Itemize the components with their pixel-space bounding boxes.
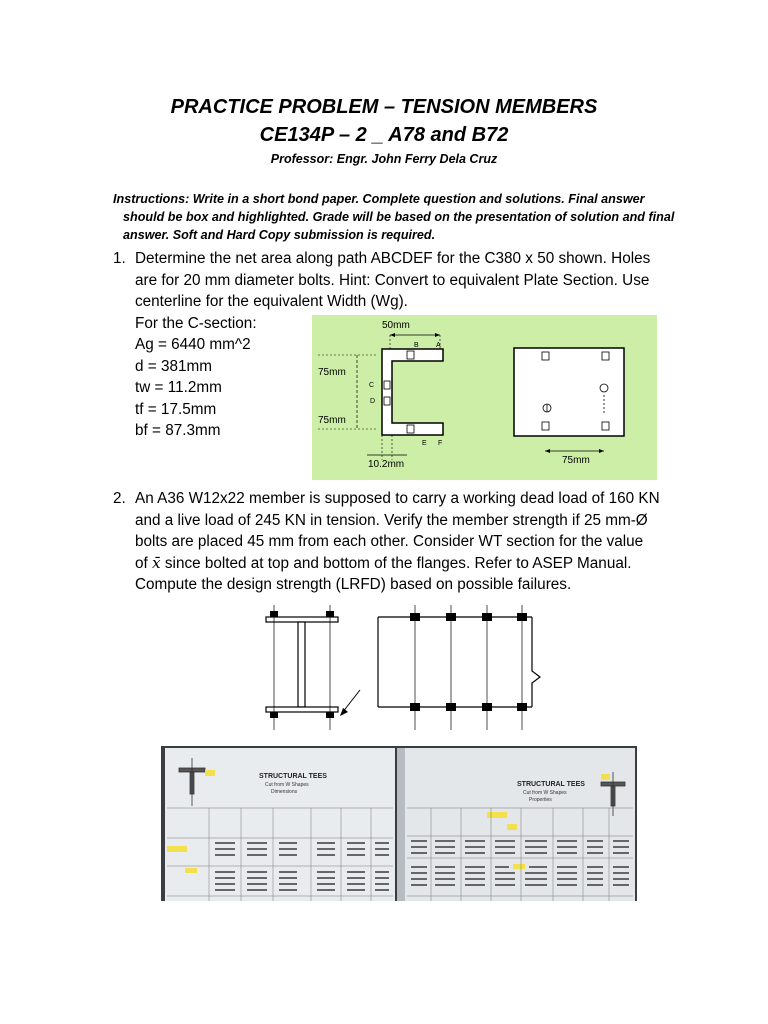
page-title: PRACTICE PROBLEM – TENSION MEMBERS: [170, 96, 598, 118]
label-c: C: [369, 382, 375, 389]
problem-2-line-5: Compute the design strength (LRFD) based on possible failures.: [135, 576, 572, 593]
right-table-sub2: Properties: [529, 797, 552, 803]
problem-2-line-4: [135, 553, 680, 575]
label-d: D: [370, 398, 376, 405]
left-table-title: STRUCTURAL TEES: [259, 773, 327, 780]
instructions: Instructions: Write in a short bond paper. Complete question and solutions. Final answer should be box and highlighted. Grade will be based on the presentation of solution and final answer. Soft and Hard Copy submission is required.: [113, 192, 675, 242]
problem-2-number: 2.: [113, 490, 126, 507]
course-code: CE134P – 2 _ A78 and B72: [259, 124, 509, 146]
right-table-sub1: Cut from W Shapes: [523, 790, 567, 796]
label-a: A: [436, 342, 441, 349]
problem-1-line-1: Determine the net area along path ABCDEF for the C380 x 50 shown. Holes: [135, 250, 651, 267]
problem-2-line-1: An A36 W12x22 member is supposed to carry a working dead load of 160 KN: [135, 490, 660, 507]
asep-manual-photo: [161, 746, 637, 901]
right-table-title: STRUCTURAL TEES: [517, 781, 585, 788]
tf-value: tf = 17.5mm: [135, 400, 217, 418]
right-header-highlight: [487, 812, 507, 818]
left-row-highlight-1: [167, 846, 187, 852]
dim-75mm-plate: 75mm: [562, 455, 590, 466]
left-table-sub2: Dimensions: [271, 789, 298, 795]
c-section-figure: [312, 315, 657, 480]
line-4-end: since bolted at top and bottom of the flanges. Refer to ASEP Manual.: [160, 554, 632, 572]
problem-2-line-2: and a live load of 245 KN in tension. Verify the member strength if 25 mm-Ø: [135, 511, 648, 529]
tw-value: tw = 11.2mm: [135, 379, 222, 396]
dim-75mm-bottom: 75mm: [318, 415, 346, 426]
x-bar-symbol: x̄: [152, 553, 161, 572]
line-4-start: of: [135, 554, 153, 572]
problem-1-line-2: are for 20 mm diameter bolts. Hint: Convert to equivalent Plate Section. Use: [135, 271, 650, 289]
bf-value: bf = 87.3mm: [135, 422, 221, 439]
right-column-highlight: [507, 824, 517, 830]
left-table-sub1: Cut from W Shapes: [265, 782, 309, 788]
problem-1-number: 1.: [113, 250, 126, 267]
dim-10-2mm: 10.2mm: [368, 459, 405, 470]
dim-75mm-top: 75mm: [318, 367, 346, 378]
problem-2-line-3: bolts are placed 45 mm from each other. Consider WT section for the value: [135, 533, 644, 550]
left-row-highlight-2: [185, 868, 197, 873]
label-e: E: [422, 440, 427, 447]
label-f: F: [438, 440, 443, 447]
w-section-figure: [260, 605, 560, 745]
problem-1-line-3: centerline for the equivalent Width (Wg).: [135, 293, 408, 310]
right-value-highlight: [513, 864, 525, 869]
label-b: B: [414, 342, 419, 349]
d-value: d = 381mm: [135, 357, 212, 375]
c-section-label: For the C-section:: [135, 314, 257, 332]
dim-50mm: 50mm: [382, 320, 410, 331]
ag-value: Ag = 6440 mm^2: [135, 336, 251, 353]
plan-view: [378, 605, 540, 730]
professor-line: Professor: Engr. John Ferry Dela Cruz: [270, 152, 498, 166]
i-section: [266, 605, 338, 730]
